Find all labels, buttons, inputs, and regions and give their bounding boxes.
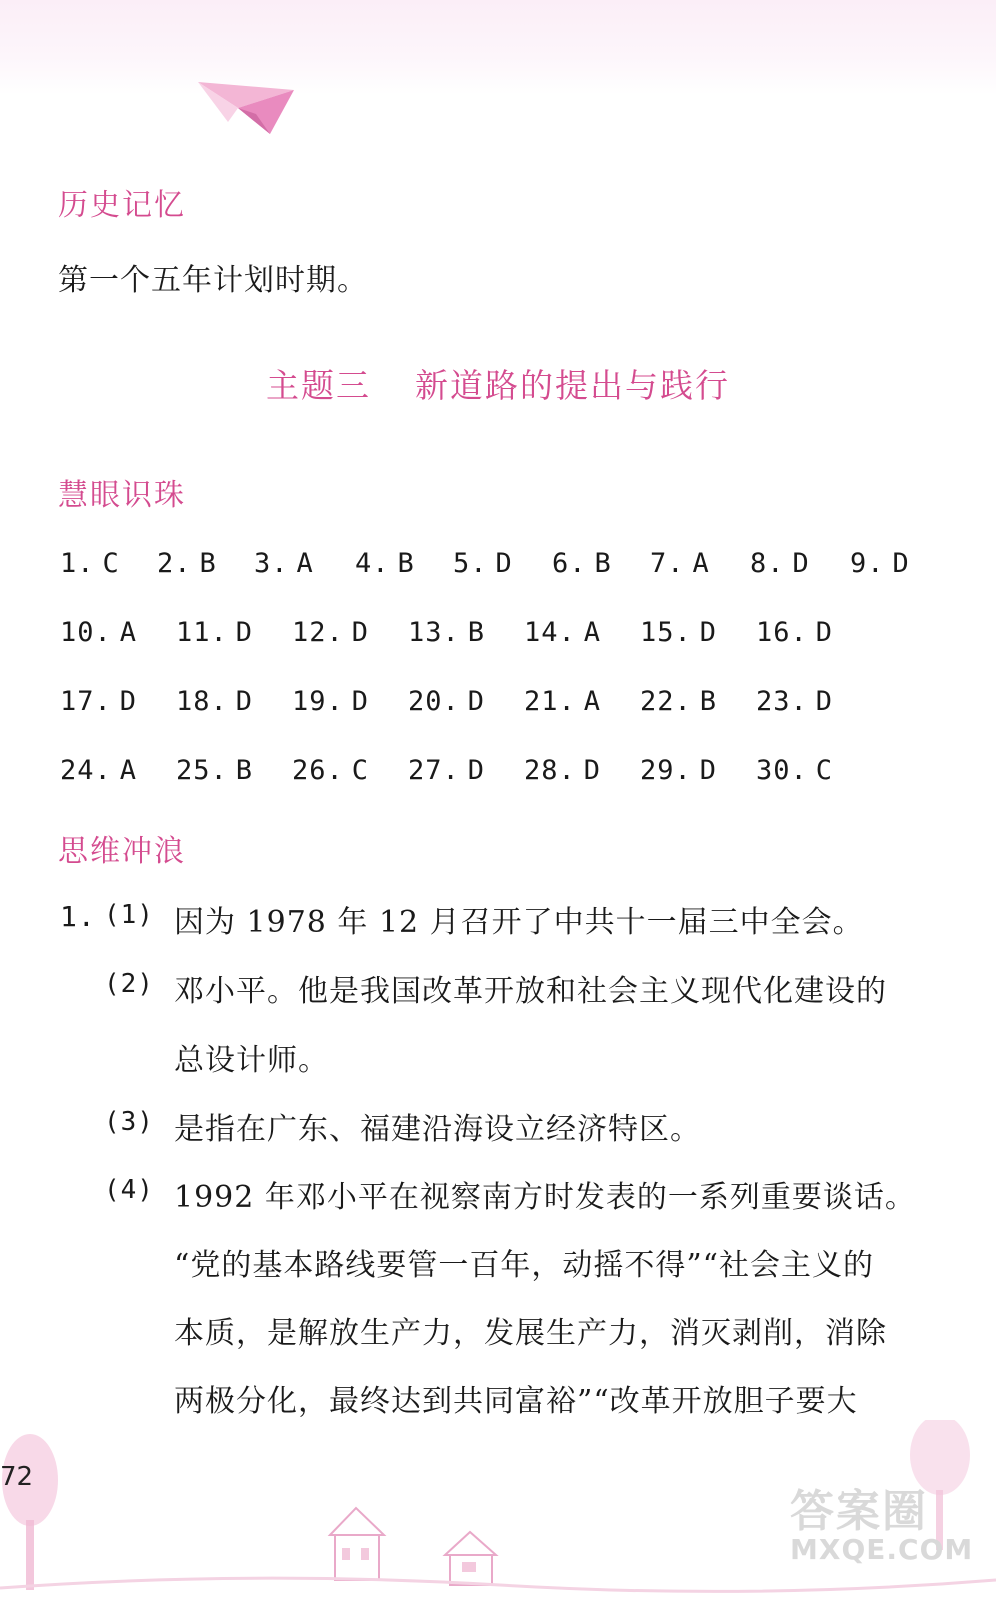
part-2-line-2: 总设计师。 [174,1043,329,1078]
answer-item: 24. A [60,755,138,786]
topic-name: 新道路的提出与践行 [415,366,730,405]
answer-item: 8. D [750,548,810,579]
answer-item: 13. B [408,617,486,648]
watermark-cn: 答案圈 [790,1486,928,1537]
paper-plane-icon [198,82,294,140]
part-4-line-1: 1992 年邓小平在视察南方时发表的一系列重要谈话。 [174,1180,916,1215]
part-label-3: (3) [104,1107,154,1137]
page-number: 72 [0,1462,34,1492]
multiple-choice-answers [60,548,960,824]
answer-row-4 [60,755,960,824]
answer-item: 20. D [408,686,486,717]
section-heading-history-memory: 历史记忆 [58,188,186,223]
answer-item: 30. C [756,755,834,786]
answer-item: 29. D [640,755,718,786]
question-number: 1. [60,900,96,933]
answer-item: 9. D [850,548,910,579]
answer-item: 26. C [292,755,370,786]
answer-item: 14. A [524,617,602,648]
answer-item: 22. B [640,686,718,717]
answer-item: 15. D [640,617,718,648]
answer-item: 11. D [176,617,254,648]
section-heading-thinking: 思维冲浪 [58,834,186,869]
topic-title [0,360,996,407]
answer-item: 19. D [292,686,370,717]
answer-item: 1. C [60,548,120,579]
answer-item: 23. D [756,686,834,717]
part-1-line-1: 因为 1978 年 12 月召开了中共十一届三中全会。 [174,905,864,940]
answer-item: 12. D [292,617,370,648]
part-label-4: (4) [104,1175,154,1205]
answer-item: 4. B [355,548,415,579]
answer-item: 16. D [756,617,834,648]
part-4-line-2: “党的基本路线要管一百年，动摇不得”“社会主义的 [174,1248,875,1283]
answer-item: 21. A [524,686,602,717]
part-4-line-4: 两极分化，最终达到共同富裕”“改革开放胆子要大 [174,1384,858,1419]
answer-item: 17. D [60,686,138,717]
answer-item: 18. D [176,686,254,717]
answer-item: 28. D [524,755,602,786]
part-3-line-1: 是指在广东、福建沿海设立经济特区。 [174,1112,701,1147]
answer-item: 25. B [176,755,254,786]
answer-row-3 [60,686,960,755]
watermark-en: MXQE.COM [790,1533,974,1566]
answer-item: 27. D [408,755,486,786]
answer-item: 6. B [552,548,612,579]
top-gradient-band [0,0,996,95]
answer-item: 3. A [254,548,314,579]
watermark [790,1475,990,1595]
answer-item: 7. A [650,548,710,579]
part-2-line-1: 邓小平。他是我国改革开放和社会主义现代化建设的 [174,974,887,1009]
part-4-line-3: 本质，是解放生产力，发展生产力，消灭剥削，消除 [174,1316,887,1351]
topic-part: 主题三 [266,366,371,405]
history-memory-answer: 第一个五年计划时期。 [58,263,368,298]
answer-item: 5. D [453,548,513,579]
part-label-1: (1) [104,900,154,930]
answer-row-1 [60,548,960,617]
answer-item: 10. A [60,617,138,648]
answer-row-2 [60,617,960,686]
answer-item: 2. B [157,548,217,579]
part-label-2: (2) [104,969,154,999]
section-heading-multiple-choice: 慧眼识珠 [58,478,186,513]
